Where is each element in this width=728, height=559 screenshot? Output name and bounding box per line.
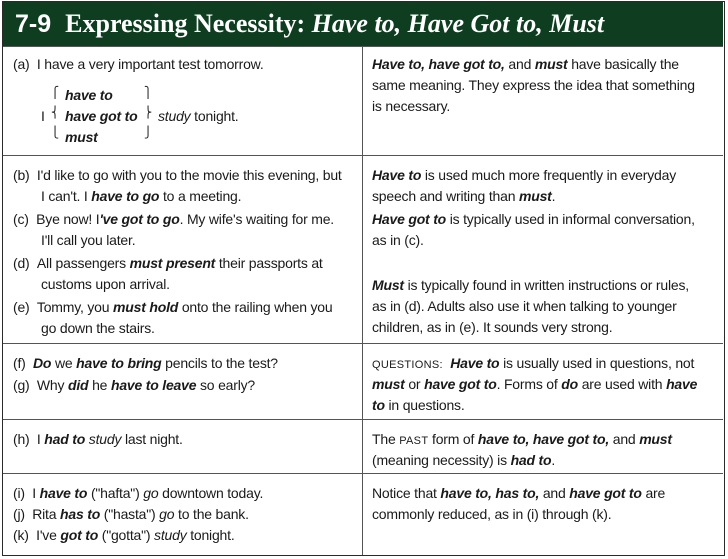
explanation-1-line-2: same meaning. They express the idea that something xyxy=(372,77,695,93)
left-brace: ⎧ ⎨ ⎩ xyxy=(51,86,60,139)
explanation-2-line-3: Have got to is typically used in informal conversation, xyxy=(372,211,695,227)
row-5-explanation xyxy=(364,474,723,555)
explanation-4-line-2: (meaning necessity) is had to. xyxy=(372,452,556,468)
example-k: (k) I've got to ("gotta") study tonight. xyxy=(13,527,235,543)
row-1 xyxy=(3,46,723,155)
example-e-line-2: go down the stairs. xyxy=(41,320,155,336)
row-2-examples xyxy=(3,156,363,343)
explanation-3-line-3: to in questions. xyxy=(372,397,465,413)
option-have-to: have to xyxy=(65,87,113,103)
chart-title: Expressing Necessity: xyxy=(65,9,312,38)
example-h: (h) I had to study last night. xyxy=(13,431,183,447)
explanation-1-line-3: is necessary. xyxy=(372,98,451,114)
explanation-2-line-7: children, as in (e). It sounds very strong. xyxy=(372,319,613,335)
explanation-5-line-2: commonly reduced, as in (i) through (k). xyxy=(372,506,612,522)
explanation-2-line-1: Have to is used much more frequently in everyday xyxy=(372,167,677,183)
example-d-line-1: (d) All passengers must present their passports at xyxy=(13,255,323,271)
row-5 xyxy=(3,473,723,555)
example-a-subject: I xyxy=(41,108,45,124)
explanation-2-line-5: Must is typically found in written instructions or rules, xyxy=(372,277,689,293)
example-j: (j) Rita has to ("hasta") go to the bank. xyxy=(13,506,249,522)
row-3 xyxy=(3,343,723,419)
example-g: (g) Why did he have to leave so early? xyxy=(13,377,256,393)
example-e-line-1: (e) Tommy, you must hold onto the railing when you xyxy=(13,299,333,315)
row-4-examples xyxy=(3,420,363,473)
example-d-line-2: customs upon arrival. xyxy=(41,276,170,292)
explanation-2-line-6: as in (d). Adults also use it when talking to younger xyxy=(372,298,677,314)
row-1-explanation xyxy=(364,47,723,155)
row-2 xyxy=(3,155,723,343)
explanation-3-line-1: QUESTIONS: Have to is usually used in questions, not xyxy=(372,355,695,371)
example-f: (f) Do we have to bring pencils to the test? xyxy=(13,355,278,371)
option-have-got-to: have got to xyxy=(65,108,138,124)
explanation-2-line-4: as in (c). xyxy=(372,232,424,248)
example-a-verb: study tonight. xyxy=(158,108,239,124)
example-b-line-2: I can't. I have to go to a meeting. xyxy=(41,188,242,204)
explanation-2-line-2: speech and writing than must. xyxy=(372,188,556,204)
example-a: (a) I have a very important test tomorrow. xyxy=(13,56,264,72)
explanation-5-line-1: Notice that have to, has to, and have got to are xyxy=(372,485,666,501)
example-i: (i) I have to ("hafta") go downtown today. xyxy=(13,485,264,501)
explanation-4-line-1: The PAST form of have to, have got to, and must xyxy=(372,431,672,447)
row-3-examples xyxy=(3,344,363,419)
row-4 xyxy=(3,419,723,473)
row-4-explanation xyxy=(364,420,723,473)
grammar-chart xyxy=(2,1,725,556)
chart-header xyxy=(3,2,723,46)
example-c-line-2: I'll call you later. xyxy=(41,232,136,248)
row-3-explanation xyxy=(364,344,723,419)
example-b-line-1: (b) I'd like to go with you to the movie this evening, but xyxy=(13,167,342,183)
explanation-1-line-1: Have to, have got to, and must have basically the xyxy=(372,56,679,72)
explanation-3-line-2: must or have got to. Forms of do are used with have xyxy=(372,376,698,392)
row-2-explanation xyxy=(364,156,723,343)
option-must: must xyxy=(65,129,98,145)
right-brace: ⎫ ⎬ ⎭ xyxy=(144,86,153,139)
example-c-line-1: (c) Bye now! I've got to go. My wife's waiting for me. xyxy=(13,211,334,227)
row-1-examples xyxy=(3,47,363,155)
chart-title-forms: Have to, Have Got to, Must xyxy=(311,9,605,38)
chart-number: 7-9 xyxy=(15,10,52,38)
row-5-examples xyxy=(3,474,363,555)
